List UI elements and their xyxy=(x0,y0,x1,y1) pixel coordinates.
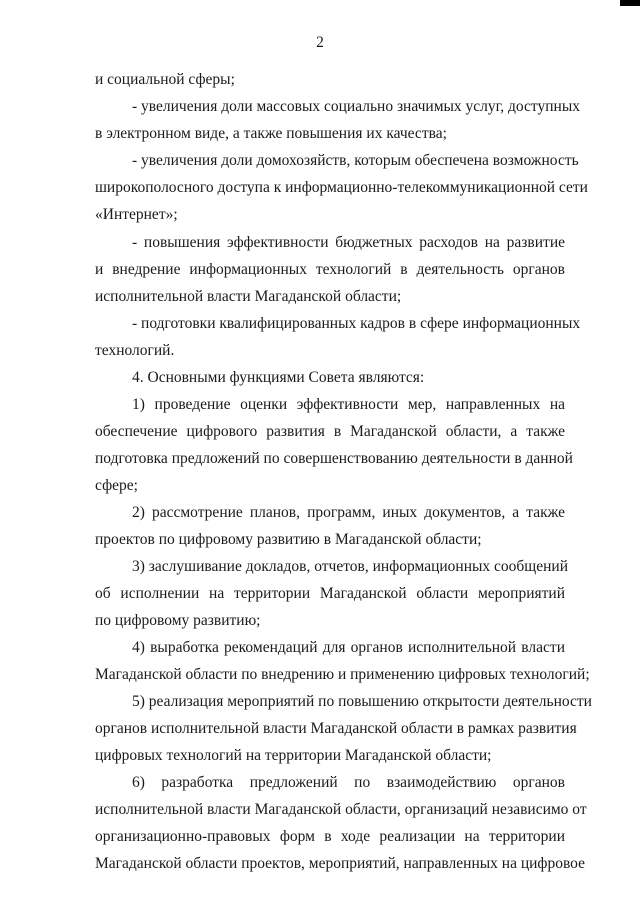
text-line: в электронном виде, а также повышения их качества; xyxy=(95,125,447,142)
text-line: органов исполнительной власти Магаданской области в рамках развития xyxy=(95,720,577,737)
text-line: обеспечение цифрового развития в Магаданской области, а также xyxy=(95,423,565,440)
text-line: технологий. xyxy=(95,342,175,359)
text-line: 6) разработка предложений по взаимодействию органов xyxy=(132,774,565,791)
text-line: - подготовки квалифицированных кадров в сфере информационных xyxy=(132,315,581,332)
text-line: проектов по цифровому развитию в Магаданской области; xyxy=(95,531,482,548)
text-line: широкополосного доступа к информационно-телекоммуникационной сети xyxy=(95,179,588,196)
text-line: 4) выработка рекомендаций для органов исполнительной власти xyxy=(132,639,565,656)
section-heading: 4. Основными функциями Совета являются: xyxy=(132,369,425,386)
text-line: Магаданской области проектов, мероприятий, направленных на цифровое xyxy=(95,855,586,872)
text-line: - увеличения доли массовых социально значимых услуг, доступных xyxy=(132,98,581,115)
text-line: об исполнении на территории Магаданской области мероприятий xyxy=(95,585,565,602)
text-line: подготовка предложений по совершенствованию деятельности в данной xyxy=(95,450,573,467)
text-line: «Интернет»; xyxy=(95,206,178,223)
text-line: 3) заслушивание докладов, отчетов, информационных сообщений xyxy=(132,558,569,575)
text-line: 5) реализация мероприятий по повышению открытости деятельности xyxy=(132,693,592,710)
text-line: - повышения эффективности бюджетных расходов на развитие xyxy=(132,234,565,251)
text-line: по цифровому развитию; xyxy=(95,612,261,629)
text-line: 1) проведение оценки эффективности мер, направленных на xyxy=(132,396,565,413)
text-line: исполнительной власти Магаданской области; xyxy=(95,288,402,305)
text-line: цифровых технологий на территории Магаданской области; xyxy=(95,747,492,764)
text-line: сфере; xyxy=(95,477,138,494)
scan-edge-mark xyxy=(620,0,640,6)
text-line: 2) рассмотрение планов, программ, иных документов, а также xyxy=(132,504,565,521)
text-line: исполнительной власти Магаданской области, организаций независимо от xyxy=(95,801,587,818)
text-line: и внедрение информационных технологий в деятельность органов xyxy=(95,261,565,278)
text-line: организационно-правовых форм в ходе реализации на территории xyxy=(95,828,565,845)
page-number: 2 xyxy=(316,34,324,51)
text-line: Магаданской области по внедрению и применению цифровых технологий; xyxy=(95,666,590,683)
text-line: и социальной сферы; xyxy=(95,71,235,88)
text-line: - увеличения доли домохозяйств, которым обеспечена возможность xyxy=(132,152,579,169)
